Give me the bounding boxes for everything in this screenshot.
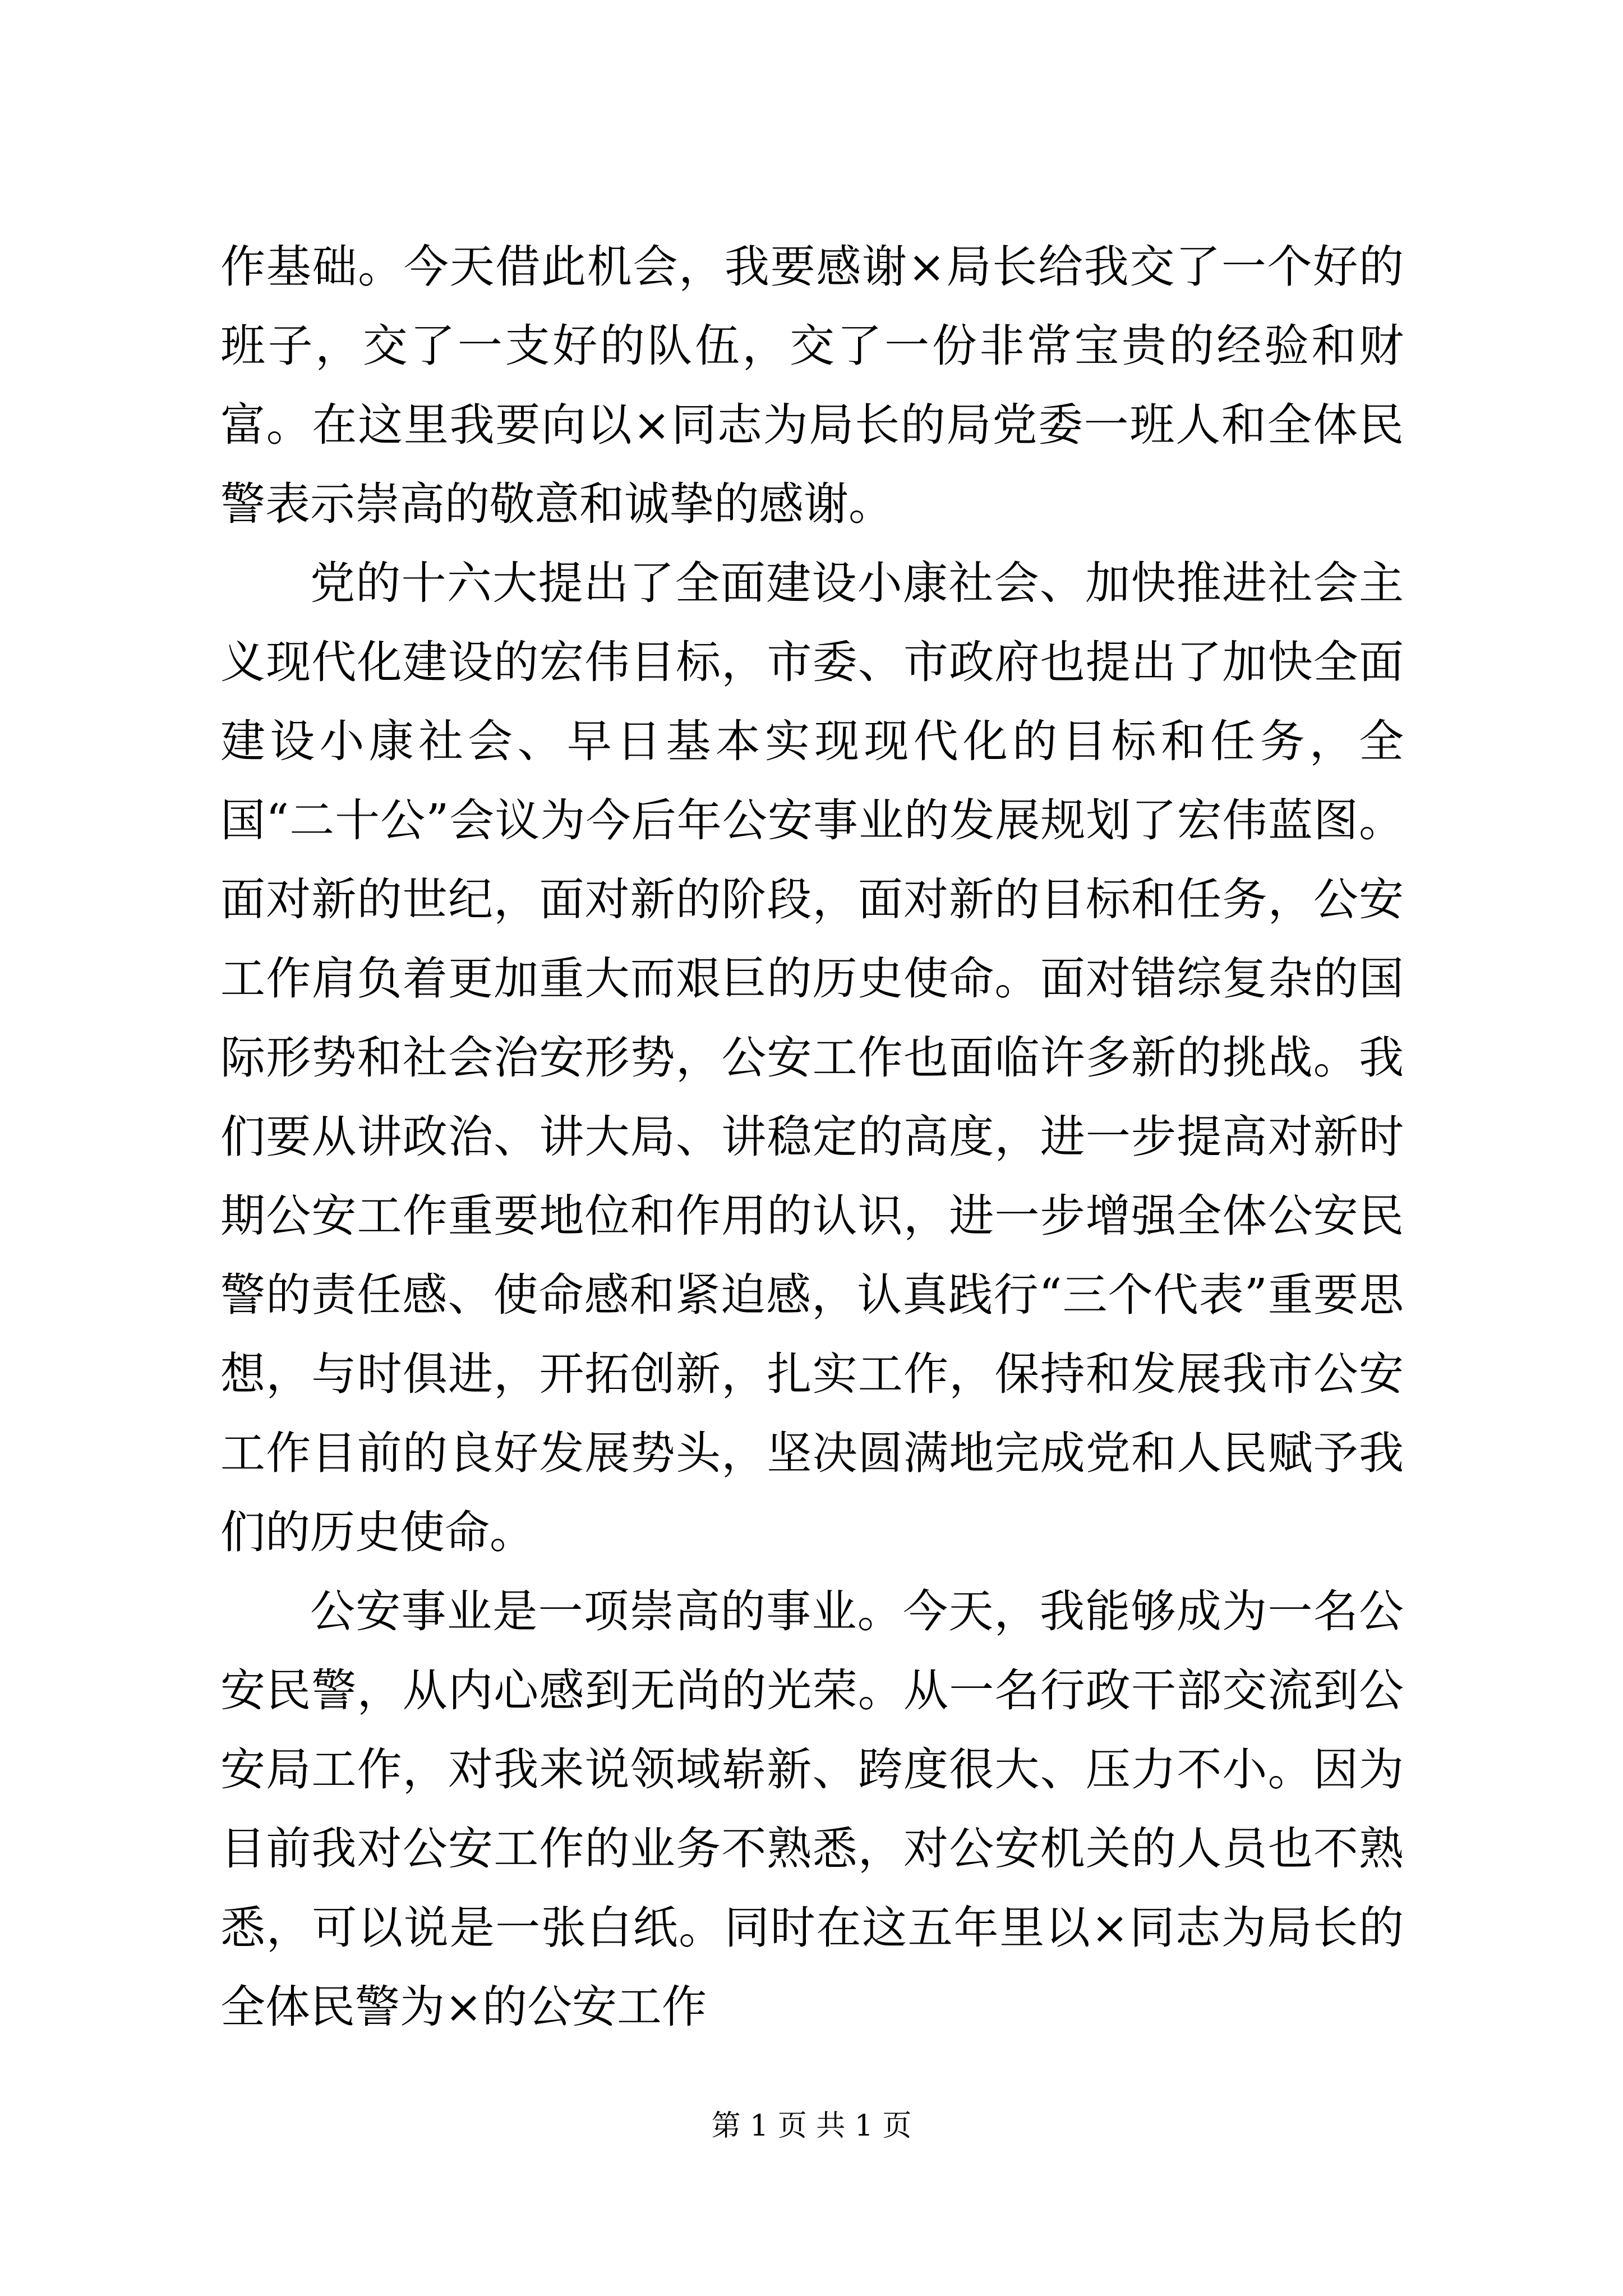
paragraph-1: 作基础。今天借此机会，我要感谢×局长给我交了一个好的班子，交了一支好的队伍，交了一份非常宝贵的经验和财富。在这里我要向以×同志为局长的局党委一班人和全体民警表示崇高的敬意和诚挚的感谢。: [220, 241, 1404, 530]
paragraph-3: 公安事业是一项崇高的事业。今天，我能够成为一名公安民警，从内心感到无尚的光荣。从一名行政干部交流到公安局工作，对我来说领域崭新、跨度很大、压力不小。因为目前我对公安工作的业务不熟悉，对公安机关的人员也不熟悉，可以说是一张白纸。同时在这五年里以×同志为局长的全体民警为×的公安工作: [220, 1585, 1404, 2033]
page-footer: [0, 2106, 1623, 2146]
page-number-label: 第 1 页 共 1 页: [711, 2109, 912, 2143]
paragraph-2: 党的十六大提出了全面建设小康社会、加快推进社会主义现代化建设的宏伟目标，市委、市政府也提出了加快全面建设小康社会、早日基本实现现代化的目标和任务，全国“二十公”会议为今后年公安事业的发展规划了宏伟蓝图。面对新的世纪，面对新的阶段，面对新的目标和任务，公安工作肩负着更加重大而艰巨的历史使命。面对错综复杂的国际形势和社会治安形势，公安工作也面临许多新的挑战。我们要从讲政治、讲大局、讲稳定的高度，进一步提高对新时期公安工作重要地位和作用的认识，进一步增强全体公安民警的责任感、使命感和紧迫感，认真践行“三个代表”重要思想，与时俱进，开拓创新，扎实工作，保持和发展我市公安工作目前的良好发展势头，坚决圆满地完成党和人民赋予我们的历史使命。: [220, 557, 1404, 1558]
document-body: [220, 227, 1404, 2046]
